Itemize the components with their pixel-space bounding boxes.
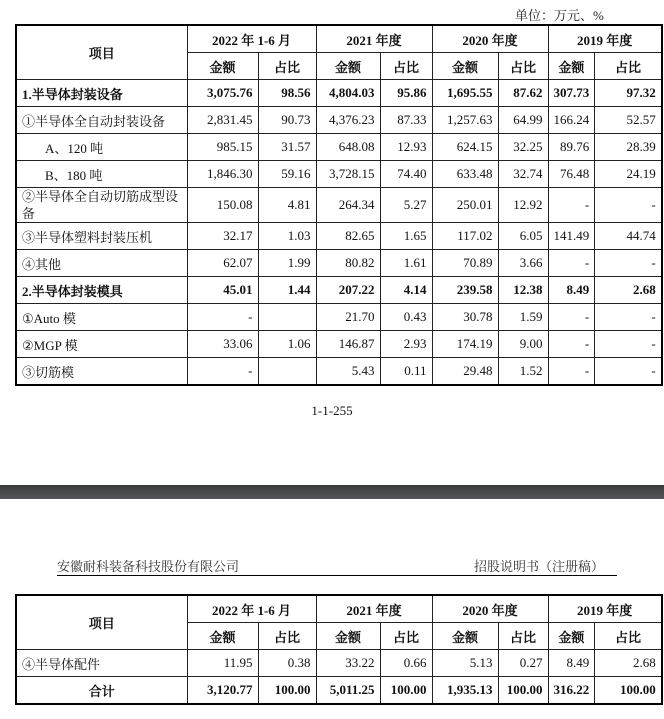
amount-cell: 207.22 — [316, 277, 380, 304]
amount-cell: - — [548, 188, 595, 223]
row-label: A、120 吨 — [16, 134, 187, 161]
header-amount: 金额 — [187, 623, 258, 650]
ratio-cell — [258, 358, 316, 386]
amount-cell: 70.89 — [432, 250, 498, 277]
ratio-cell: 87.33 — [380, 107, 432, 134]
row-label: 1.半导体封装设备 — [16, 80, 187, 107]
header-period-2020: 2020 年度 — [432, 25, 548, 53]
page-number: 1-1-255 — [311, 403, 353, 418]
amount-cell: 1,846.30 — [187, 161, 258, 188]
table-row — [16, 358, 662, 386]
ratio-cell: - — [595, 331, 662, 358]
table-row — [16, 223, 662, 250]
table-row — [16, 677, 662, 705]
header-ratio: 占比 — [498, 623, 548, 650]
amount-cell: 5,011.25 — [316, 677, 380, 705]
table-row — [16, 250, 662, 277]
amount-cell: 2,831.45 — [187, 107, 258, 134]
ratio-cell: 12.92 — [498, 188, 548, 223]
header-amount: 金额 — [548, 623, 595, 650]
ratio-cell: 0.66 — [380, 650, 432, 677]
amount-cell: 239.58 — [432, 277, 498, 304]
amount-cell: 33.22 — [316, 650, 380, 677]
ratio-cell: 31.57 — [258, 134, 316, 161]
amount-cell: 5.43 — [316, 358, 380, 386]
table-row — [16, 80, 662, 107]
amount-cell: 3,728.15 — [316, 161, 380, 188]
ratio-cell: 1.65 — [380, 223, 432, 250]
ratio-cell: - — [595, 188, 662, 223]
row-label: ④其他 — [16, 250, 187, 277]
amount-cell: 1,695.55 — [432, 80, 498, 107]
ratio-cell: 1.61 — [380, 250, 432, 277]
amount-cell: - — [548, 304, 595, 331]
header-ratio: 占比 — [498, 53, 548, 80]
amount-cell: 11.95 — [187, 650, 258, 677]
ratio-cell: 100.00 — [498, 677, 548, 705]
amount-cell: 89.76 — [548, 134, 595, 161]
amount-cell: 166.24 — [548, 107, 595, 134]
header-ratio: 占比 — [380, 623, 432, 650]
ratio-cell: 2.93 — [380, 331, 432, 358]
table-row — [16, 134, 662, 161]
ratio-cell: 0.11 — [380, 358, 432, 386]
row-label: 2.半导体封装模具 — [16, 277, 187, 304]
ratio-cell: 32.74 — [498, 161, 548, 188]
ratio-cell: 100.00 — [380, 677, 432, 705]
amount-cell: 3,075.76 — [187, 80, 258, 107]
amount-cell: 1,257.63 — [432, 107, 498, 134]
ratio-cell: 95.86 — [380, 80, 432, 107]
amount-cell: 264.34 — [316, 188, 380, 223]
amount-cell: 316.22 — [548, 677, 595, 705]
table1-body — [16, 80, 662, 386]
ratio-cell: 100.00 — [595, 677, 662, 705]
amount-cell: 633.48 — [432, 161, 498, 188]
header-ratio: 占比 — [595, 623, 662, 650]
row-label: ①半导体全自动封装设备 — [16, 107, 187, 134]
table-row — [16, 331, 662, 358]
amount-cell: 29.48 — [432, 358, 498, 386]
table2-body — [16, 650, 662, 705]
ratio-cell: 6.05 — [498, 223, 548, 250]
revenue-table-part2 — [15, 594, 663, 705]
ratio-cell: 5.27 — [380, 188, 432, 223]
amount-cell: 45.01 — [187, 277, 258, 304]
amount-cell: - — [548, 358, 595, 386]
ratio-cell: 1.06 — [258, 331, 316, 358]
header-amount: 金额 — [316, 623, 380, 650]
row-label: ②半导体全自动切筋成型设备 — [16, 188, 187, 223]
amount-cell: 62.07 — [187, 250, 258, 277]
table-row — [16, 277, 662, 304]
header-period-2020: 2020 年度 — [432, 595, 548, 623]
ratio-cell: 1.99 — [258, 250, 316, 277]
ratio-cell: 1.44 — [258, 277, 316, 304]
header-ratio: 占比 — [380, 53, 432, 80]
header-item: 项目 — [16, 25, 187, 80]
amount-cell: - — [548, 331, 595, 358]
header-item: 项目 — [16, 595, 187, 650]
unit-label: 单位：万元、% — [515, 8, 604, 23]
ratio-cell: 98.56 — [258, 80, 316, 107]
amount-cell: - — [548, 250, 595, 277]
row-label: ①Auto 模 — [16, 304, 187, 331]
ratio-cell: 28.39 — [595, 134, 662, 161]
company-name: 安徽耐科装备科技股份有限公司 — [57, 559, 240, 574]
amount-cell: 250.01 — [432, 188, 498, 223]
amount-cell: 307.73 — [548, 80, 595, 107]
amount-cell: - — [187, 304, 258, 331]
header-period-2019: 2019 年度 — [548, 595, 662, 623]
ratio-cell: 12.93 — [380, 134, 432, 161]
ratio-cell: 0.43 — [380, 304, 432, 331]
ratio-cell: - — [595, 304, 662, 331]
header-ratio: 占比 — [595, 53, 662, 80]
ratio-cell: 4.81 — [258, 188, 316, 223]
document-title: 招股说明书（注册稿） — [473, 559, 604, 574]
table-row — [16, 161, 662, 188]
amount-cell: 8.49 — [548, 650, 595, 677]
amount-cell: 80.82 — [316, 250, 380, 277]
amount-cell: 76.48 — [548, 161, 595, 188]
header-amount: 金额 — [432, 53, 498, 80]
ratio-cell: - — [595, 250, 662, 277]
ratio-cell: 24.19 — [595, 161, 662, 188]
row-label: ③切筋模 — [16, 358, 187, 386]
ratio-cell — [258, 304, 316, 331]
header-period-2022h1: 2022 年 1-6 月 — [187, 25, 316, 53]
header-ratio: 占比 — [258, 53, 316, 80]
ratio-cell: 1.59 — [498, 304, 548, 331]
ratio-cell: 1.52 — [498, 358, 548, 386]
amount-cell: 1,935.13 — [432, 677, 498, 705]
ratio-cell: 0.38 — [258, 650, 316, 677]
ratio-cell: 90.73 — [258, 107, 316, 134]
row-label: 合计 — [16, 677, 187, 705]
ratio-cell: 2.68 — [595, 650, 662, 677]
amount-cell: 82.65 — [316, 223, 380, 250]
amount-cell: 985.15 — [187, 134, 258, 161]
amount-cell: 3,120.77 — [187, 677, 258, 705]
ratio-cell: 44.74 — [595, 223, 662, 250]
header-amount: 金额 — [187, 53, 258, 80]
header-period-2019: 2019 年度 — [548, 25, 662, 53]
ratio-cell: - — [595, 358, 662, 386]
table-row — [16, 650, 662, 677]
amount-cell: 4,376.23 — [316, 107, 380, 134]
header-rule — [57, 575, 617, 576]
ratio-cell: 52.57 — [595, 107, 662, 134]
table-row — [16, 304, 662, 331]
amount-cell: 8.49 — [548, 277, 595, 304]
ratio-cell: 100.00 — [258, 677, 316, 705]
ratio-cell: 2.68 — [595, 277, 662, 304]
revenue-table-part1 — [15, 24, 663, 386]
table-row — [16, 188, 662, 223]
ratio-cell: 0.27 — [498, 650, 548, 677]
amount-cell: 648.08 — [316, 134, 380, 161]
ratio-cell: 9.00 — [498, 331, 548, 358]
row-label: ③半导体塑料封装压机 — [16, 223, 187, 250]
page-separator — [0, 485, 664, 499]
ratio-cell: 87.62 — [498, 80, 548, 107]
header-period-2021: 2021 年度 — [316, 25, 432, 53]
amount-cell: 117.02 — [432, 223, 498, 250]
amount-cell: - — [187, 358, 258, 386]
header-ratio: 占比 — [258, 623, 316, 650]
ratio-cell: 32.25 — [498, 134, 548, 161]
header-amount: 金额 — [432, 623, 498, 650]
amount-cell: 150.08 — [187, 188, 258, 223]
ratio-cell: 12.38 — [498, 277, 548, 304]
ratio-cell: 4.14 — [380, 277, 432, 304]
ratio-cell: 64.99 — [498, 107, 548, 134]
row-label: B、180 吨 — [16, 161, 187, 188]
ratio-cell: 97.32 — [595, 80, 662, 107]
ratio-cell: 59.16 — [258, 161, 316, 188]
amount-cell: 33.06 — [187, 331, 258, 358]
amount-cell: 146.87 — [316, 331, 380, 358]
amount-cell: 21.70 — [316, 304, 380, 331]
row-label: ④半导体配件 — [16, 650, 187, 677]
header-period-2022h1: 2022 年 1-6 月 — [187, 595, 316, 623]
amount-cell: 4,804.03 — [316, 80, 380, 107]
ratio-cell: 1.03 — [258, 223, 316, 250]
ratio-cell: 3.66 — [498, 250, 548, 277]
amount-cell: 141.49 — [548, 223, 595, 250]
ratio-cell: 74.40 — [380, 161, 432, 188]
header-amount: 金额 — [316, 53, 380, 80]
amount-cell: 624.15 — [432, 134, 498, 161]
amount-cell: 174.19 — [432, 331, 498, 358]
header-amount: 金额 — [548, 53, 595, 80]
table-row — [16, 107, 662, 134]
amount-cell: 30.78 — [432, 304, 498, 331]
amount-cell: 32.17 — [187, 223, 258, 250]
row-label: ②MGP 模 — [16, 331, 187, 358]
amount-cell: 5.13 — [432, 650, 498, 677]
header-period-2021: 2021 年度 — [316, 595, 432, 623]
